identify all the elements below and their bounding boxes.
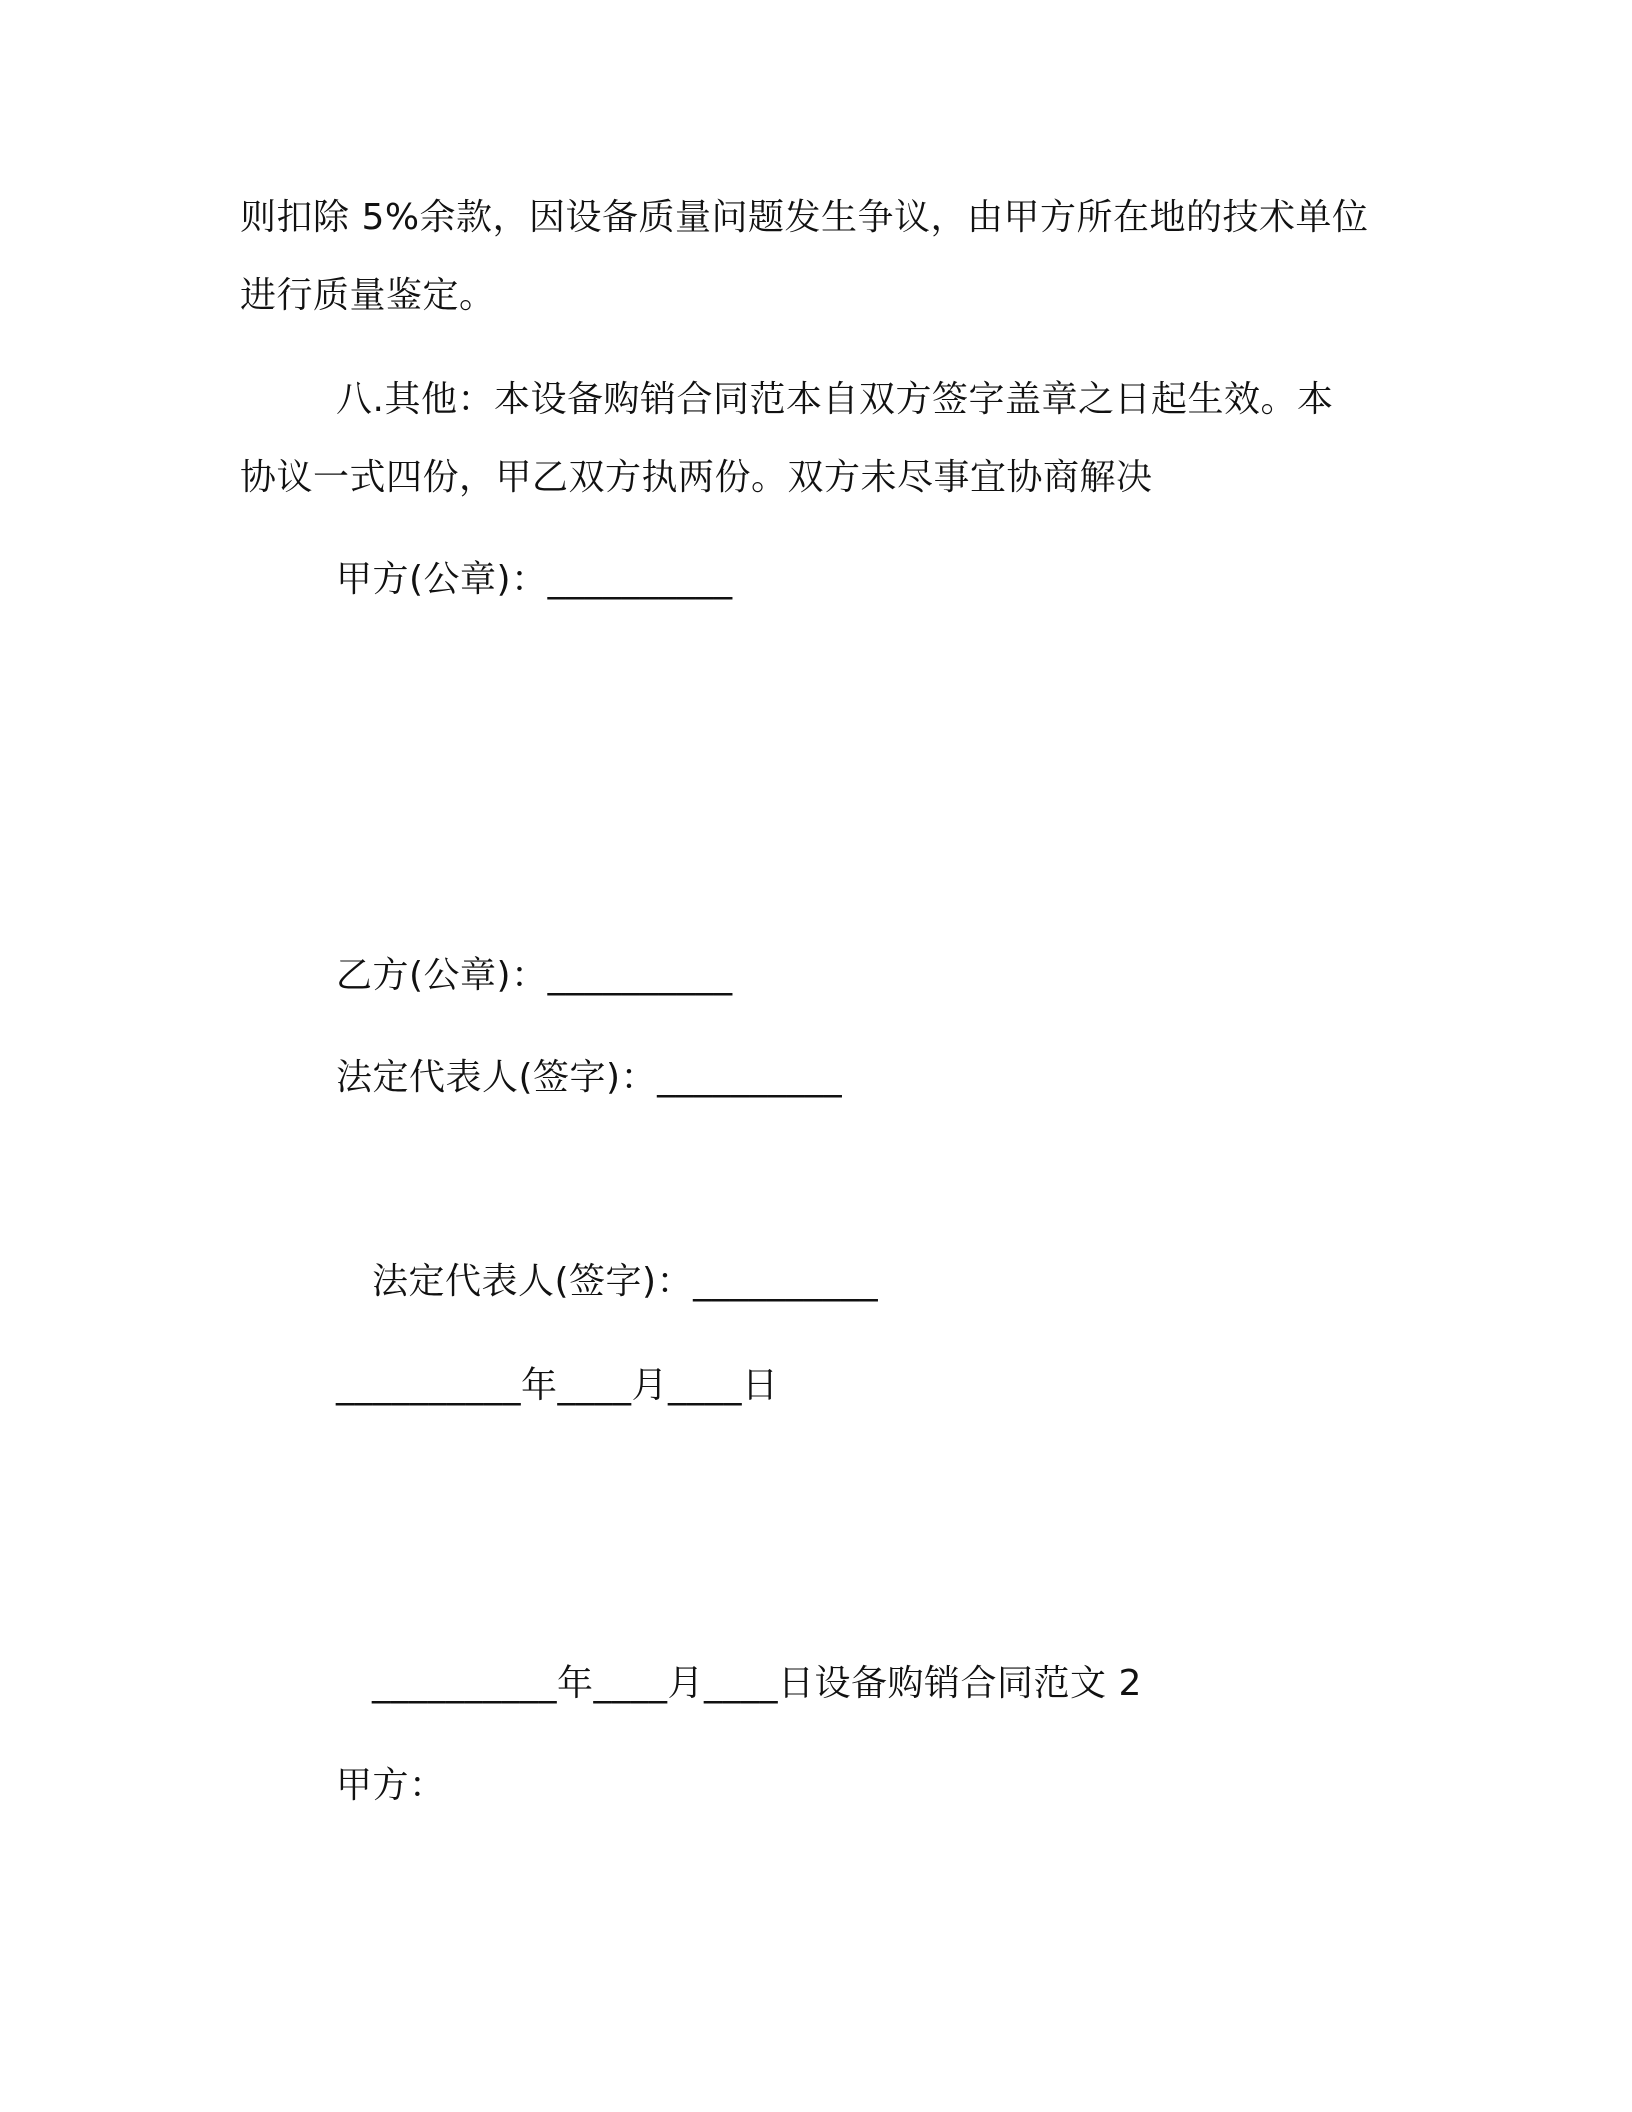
party-b-seal-line: 乙方(公章)：__________ <box>336 955 733 996</box>
legal-rep-signature-line-2: 法定代表人(签字)：__________ <box>372 1261 879 1302</box>
party-a-seal-line: 甲方(公章)：__________ <box>336 559 733 600</box>
date-line-1: __________年____月____日 <box>336 1365 779 1406</box>
party-a-label: 甲方： <box>336 1765 446 1806</box>
para8-line2: 协议一式四份，甲乙双方执两份。双方未尽事宜协商解决 <box>240 457 1153 498</box>
para7-line1: 则扣除 5%余款，因设备质量问题发生争议，由甲方所在地的技术单位 <box>240 197 1369 238</box>
date-line-2-with-heading: __________年____月____日设备购销合同范文 2 <box>372 1663 1142 1704</box>
para8-line1: 八.其他：本设备购销合同范本自双方签字盖章之日起生效。本 <box>336 379 1334 420</box>
para7-line2: 进行质量鉴定。 <box>240 275 496 316</box>
legal-rep-signature-line-1: 法定代表人(签字)：__________ <box>336 1057 843 1098</box>
